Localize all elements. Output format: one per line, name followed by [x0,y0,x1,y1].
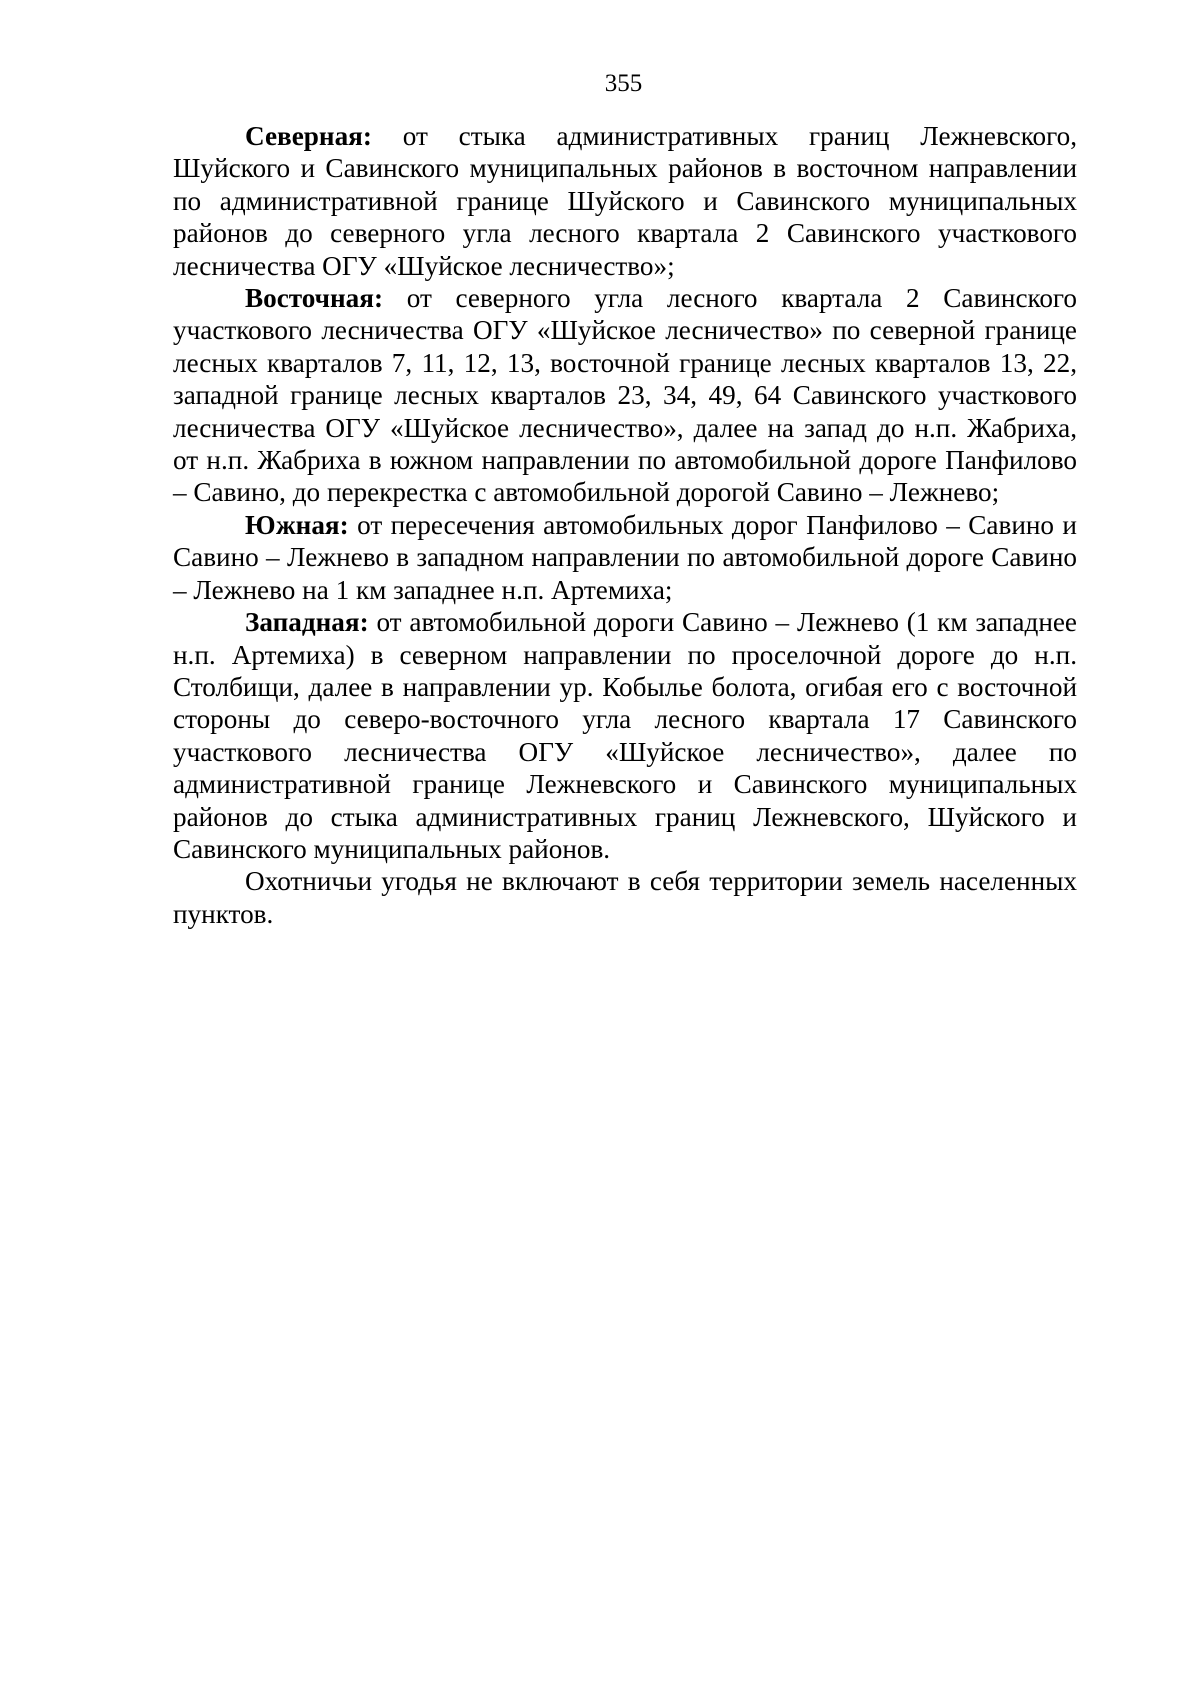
boundary-east-heading: Восточная: [245,283,384,314]
boundary-north-paragraph [173,120,1077,282]
boundary-west-paragraph [173,606,1077,865]
document-body [173,120,1077,930]
boundary-south-heading: Южная: [245,509,349,540]
boundary-south-paragraph [173,509,1077,606]
boundary-west-text: от автомобильной дороги Савино – Лежнево (1 км западнее н.п. Артемиха) в северном направлении по проселочной дороге до н.п. Столбищи, далее в направлении ур. Кобылье болота, огибая его с восточной стороны до северо-восточного угла лесного квартала 17 Савинского участкового лесничества ОГУ «Шуйское лесничество», далее по административной границе Лежневского и Савинского муниципальных районов до стыка административных границ Лежневского, Шуйского и Савинского муниципальных районов. [173,607,1077,864]
boundary-west-heading: Западная: [245,607,369,638]
boundary-south-text: от пересечения автомобильных дорог Панфилово – Савино и Савино – Лежнево в западном направлении по автомобильной дороге Савино – Лежнево на 1 км западнее н.п. Артемиха; [173,509,1077,605]
boundary-east-paragraph [173,282,1077,509]
closing-note: Охотничьи угодья не включают в себя территории земель населенных пунктов. [173,866,1077,929]
boundary-north-text: от стыка административных границ Лежневского, Шуйского и Савинского муниципальных районов в восточном направлении по административной границе Шуйского и Савинского муниципальных районов до северного угла лесного квартала 2 Савинского участкового лесничества ОГУ «Шуйское лесничество»; [173,121,1077,281]
page-number: 355 [604,70,643,97]
boundary-east-text: от северного угла лесного квартала 2 Савинского участкового лесничества ОГУ «Шуйское лесничество» по северной границе лесных кварталов 7, 11, 12, 13, восточной границе лесных кварталов 13, 22, западной границе лесных кварталов 23, 34, 49, 64 Савинского участкового лесничества ОГУ «Шуйское лесничество», далее на запад до н.п. Жабриха, от н.п. Жабриха в южном направлении по автомобильной дороге Панфилово – Савино, до перекрестка с автомобильной дорогой Савино – Лежнево; [173,283,1077,508]
boundary-north-heading: Северная: [245,121,372,151]
